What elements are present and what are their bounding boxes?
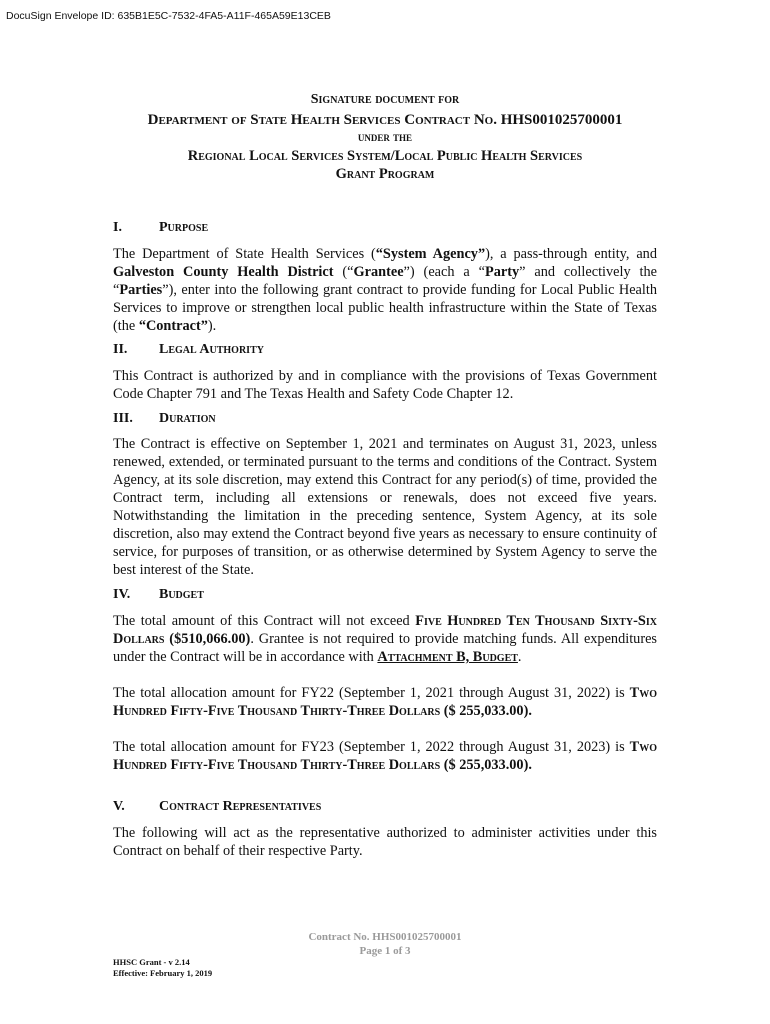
contract-representatives-paragraph: The following will act as the representative authorized to administer activities under this Contract on behalf of their respective Party. [113,825,657,859]
text-run: ” and collectively the “ [113,264,657,298]
legal-authority-paragraph: This Contract is authorized by and in compliance with the provisions of Texas Government Code Chapter 791 and The Texas Health and Safety Code Chapter 12. [113,368,657,402]
section-number: II. [113,342,128,357]
text-run: ). [207,318,217,334]
text-run: (“ [333,264,354,280]
fy23-amount: ($ 255,033.00). [440,757,532,773]
doc-title-line-1: Signature document for [310,92,460,107]
duration-paragraph: The Contract is effective on September 1, 2021 and terminates on August 31, 2023, unless renewed, extended, or terminated pursuant to the terms and conditions of the Contract. System Agency, at its sole discretion, may extend this Contract for any period(s) of time, provided the Contract term, including all extensions or renewals, does not exceed five years. Notwithstanding the limitation in the preceding sentence, System Agency, at its sole discretion, also may extend the Contract beyond five years as necessary to ensure continuity of service, for purposes of transition, or as otherwise determined by System Agency to serve the best interest of the State. [113,436,657,578]
budget-paragraph-fy23 [113,738,657,774]
section-heading-budget [113,587,204,603]
docusign-envelope-id: DocuSign Envelope ID: 635B1E5C-7532-4FA5-A11F-465A59E13CEB [6,10,331,22]
section-name: Budget [159,587,204,602]
section-name: Contract Representatives [159,799,322,814]
section-number: IV. [113,587,131,602]
doc-title-line-2: Department of State Health Services Contract No. HHS001025700001 [147,112,623,128]
footer-contract-number: Contract No. HHS001025700001 [308,931,462,943]
doc-title-line-3: under the [357,130,413,144]
text-run-bold: “Contract” [138,318,208,334]
fy22-amount: ($ 255,033.00). [440,703,532,719]
section-number: I. [113,220,122,235]
text-run: ), a pass-through entity, and [485,246,657,262]
text-run-bold: Grantee [353,264,404,280]
text-run: ”), enter into the following grant contract to provide funding for Local Public Health Services to improve or strengthen local public health infrastructure within the State of Texas (the [113,282,657,334]
total-amount: ($510,066.00) [164,631,251,647]
fy23-amount-words: Two Hundred Fifty-Five Thousand Thirty-Three Dollars [113,739,657,773]
text-run: ”) (each a “ [403,264,485,280]
budget-paragraph-total [113,612,657,666]
footer-effective-date: Effective: February 1, 2019 [113,968,213,978]
section-heading-duration [113,411,216,427]
text-run: . Grantee is not required to provide matching funds. All expenditures under the Contract will be in accordance with [113,631,657,665]
section-heading-legal-authority [113,342,264,358]
section-name: Legal Authority [159,342,264,357]
text-run: The total allocation amount for FY22 (September 1, 2021 through August 31, 2022) is [113,685,630,701]
section-number: III. [113,411,133,426]
footer-version-block [113,957,212,979]
text-run-bold: Parties [119,282,163,298]
footer-page-number: Page 1 of 3 [359,945,411,957]
section-heading-contract-representatives [113,799,321,815]
text-run: The Department of State Health Services ( [113,246,376,262]
footer-version: HHSC Grant - v 2.14 [113,957,190,967]
total-amount-words: Five Hundred Ten Thousand Sixty-Six Dollars [113,613,657,647]
attachment-b-reference: Attachment B, Budget [377,649,518,665]
grantee-name: Galveston County Health District [113,264,334,280]
fy22-amount-words: Two Hundred Fifty-Five Thousand Thirty-Three Dollars [113,685,657,719]
section-heading-purpose [113,220,208,236]
section-name: Duration [159,411,216,426]
section-name: Purpose [159,220,209,235]
doc-title-line-5: Grant Program [335,166,435,182]
purpose-paragraph [113,245,657,335]
section-number: V. [113,799,125,814]
text-run: The total amount of this Contract will not exceed [113,613,416,629]
text-run-bold: “System Agency” [375,246,486,262]
doc-title-line-4: Regional Local Services System/Local Public Health Services [187,148,583,164]
text-run: The total allocation amount for FY23 (September 1, 2022 through August 31, 2023) is [113,739,630,755]
text-run-bold: Party [485,264,520,280]
text-run: . [517,649,522,665]
budget-paragraph-fy22 [113,684,657,720]
